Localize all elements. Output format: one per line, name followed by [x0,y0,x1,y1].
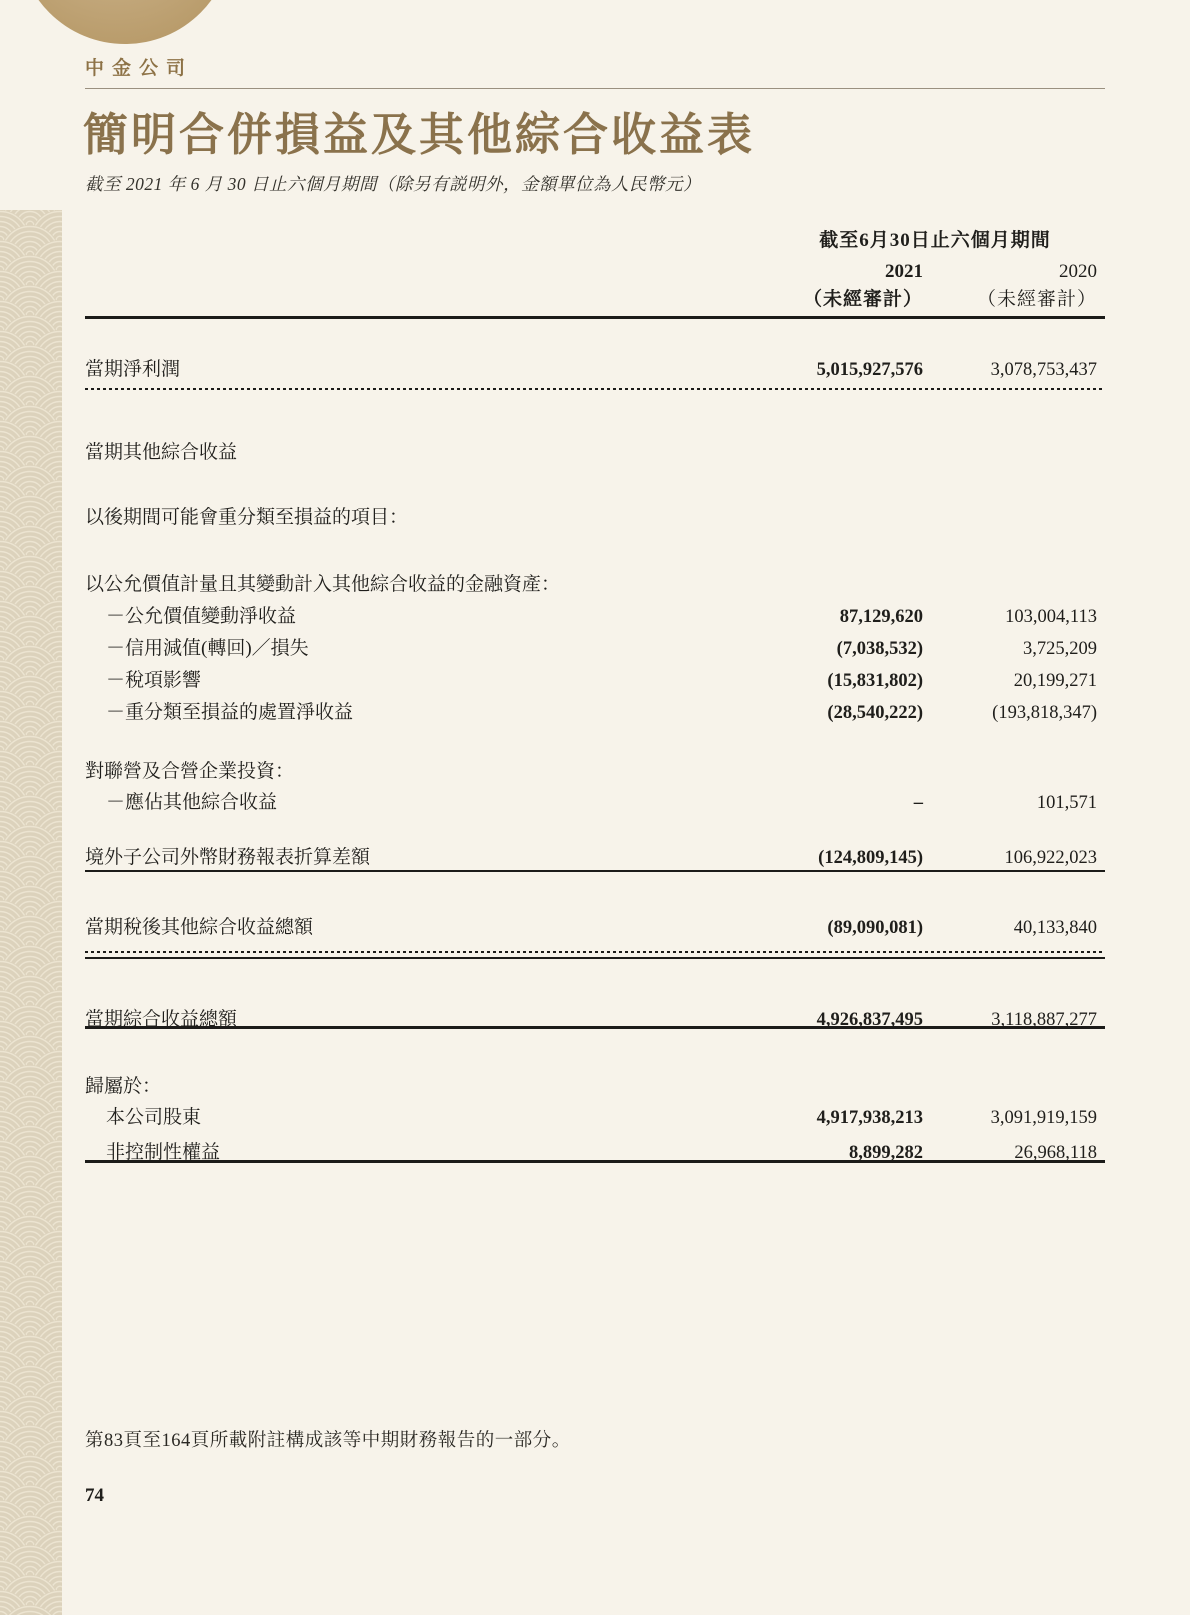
separator-solid-oci-total [85,957,1105,959]
value-2021: 8,899,282 [849,1143,923,1163]
separator-dashed-net-profit [85,388,1105,390]
value-2020: 101,571 [1036,793,1097,813]
value-2020: 3,091,919,159 [990,1108,1097,1128]
row-label: －稅項影響 [106,670,202,691]
value-2021: – [913,793,923,813]
table-row [85,791,1105,817]
company-logo-circle [18,0,232,44]
table-row [85,506,1105,532]
value-2020: 26,968,118 [1014,1143,1097,1163]
page-number: 74 [85,1485,104,1506]
year-2020-header: 2020 [1059,261,1097,282]
header-underline [85,316,1105,319]
row-label: 歸屬於： [85,1076,162,1097]
row-label: 非控制性權益 [106,1142,221,1163]
row-label: 本公司股東 [106,1107,202,1128]
table-row [85,760,1105,786]
value-2020: 40,133,840 [1013,918,1097,938]
value-2020: 3,078,753,437 [990,360,1097,380]
row-label: 境外子公司外幣財務報表折算差額 [85,847,371,868]
year-header-row [85,260,1105,286]
audit-note-row [85,288,1105,314]
value-2020: 106,922,023 [1004,848,1097,868]
table-row [85,573,1105,599]
table-row [85,669,1105,695]
value-2021: 87,129,620 [839,607,923,627]
seigaiha-pattern-svg [0,210,62,1615]
table-row [85,1106,1105,1132]
value-2020: 3,118,887,277 [991,1010,1097,1030]
value-2021: 5,015,927,576 [816,360,923,380]
row-label: 當期綜合收益總額 [85,1009,238,1030]
value-2021: 4,926,837,495 [816,1010,923,1030]
value-2021: 4,917,938,213 [816,1108,923,1128]
value-2021: (7,038,532) [836,639,923,659]
brand-name: 中金公司 [85,58,194,79]
row-label: 以後期間可能會重分類至損益的項目： [85,507,409,528]
table-row [85,846,1105,872]
table-row [85,1008,1105,1034]
year-2021-header: 2021 [885,261,923,282]
seigaiha-pattern-strip [0,210,62,1615]
value-2020: 20,199,271 [1013,671,1097,691]
row-label: －信用減值(轉回)／損失 [106,638,309,659]
value-2021: (15,831,802) [827,671,923,691]
table-row [85,1075,1105,1101]
row-label: －應佔其他綜合收益 [106,792,278,813]
unaudited-note-2021: （未經審計） [802,289,923,310]
table-row [85,1141,1105,1167]
value-2020: 103,004,113 [1005,607,1097,627]
separator-dashed-oci-total [85,951,1105,953]
row-label: 當期其他綜合收益 [85,442,238,463]
footnote: 第83頁至164頁所載附註構成該等中期財務報告的一部分。 [85,1431,571,1451]
page-title: 簡明合併損益及其他綜合收益表 [83,110,756,160]
page-subtitle: 截至 2021 年 6 月 30 日止六個月期間（除另有説明外，金額單位為人民幣元） [85,174,701,194]
value-2021: (28,540,222) [827,703,923,723]
row-label: 以公允價值計量且其變動計入其他綜合收益的金融資產： [85,574,561,595]
value-2021: (89,090,081) [827,918,923,938]
brand-divider-rule [85,88,1105,89]
value-2021: (124,809,145) [818,848,923,868]
value-2020: (193,818,347) [992,703,1097,723]
unaudited-note-2020: （未經審計） [976,289,1097,310]
table-row [85,358,1105,384]
table-row [85,916,1105,942]
value-2020: 3,725,209 [1023,639,1097,659]
period-header: 截至6月30日止六個月期間 [819,230,1051,251]
row-label: 對聯營及合營企業投資： [85,761,295,782]
row-label: －重分類至損益的處置淨收益 [106,702,354,723]
table-row [85,637,1105,663]
row-label: 當期稅後其他綜合收益總額 [85,917,314,938]
table-row [85,701,1105,727]
table-row [85,441,1105,467]
row-label: 當期淨利潤 [85,359,181,380]
table-row [85,605,1105,631]
row-label: －公允價值變動淨收益 [106,606,297,627]
